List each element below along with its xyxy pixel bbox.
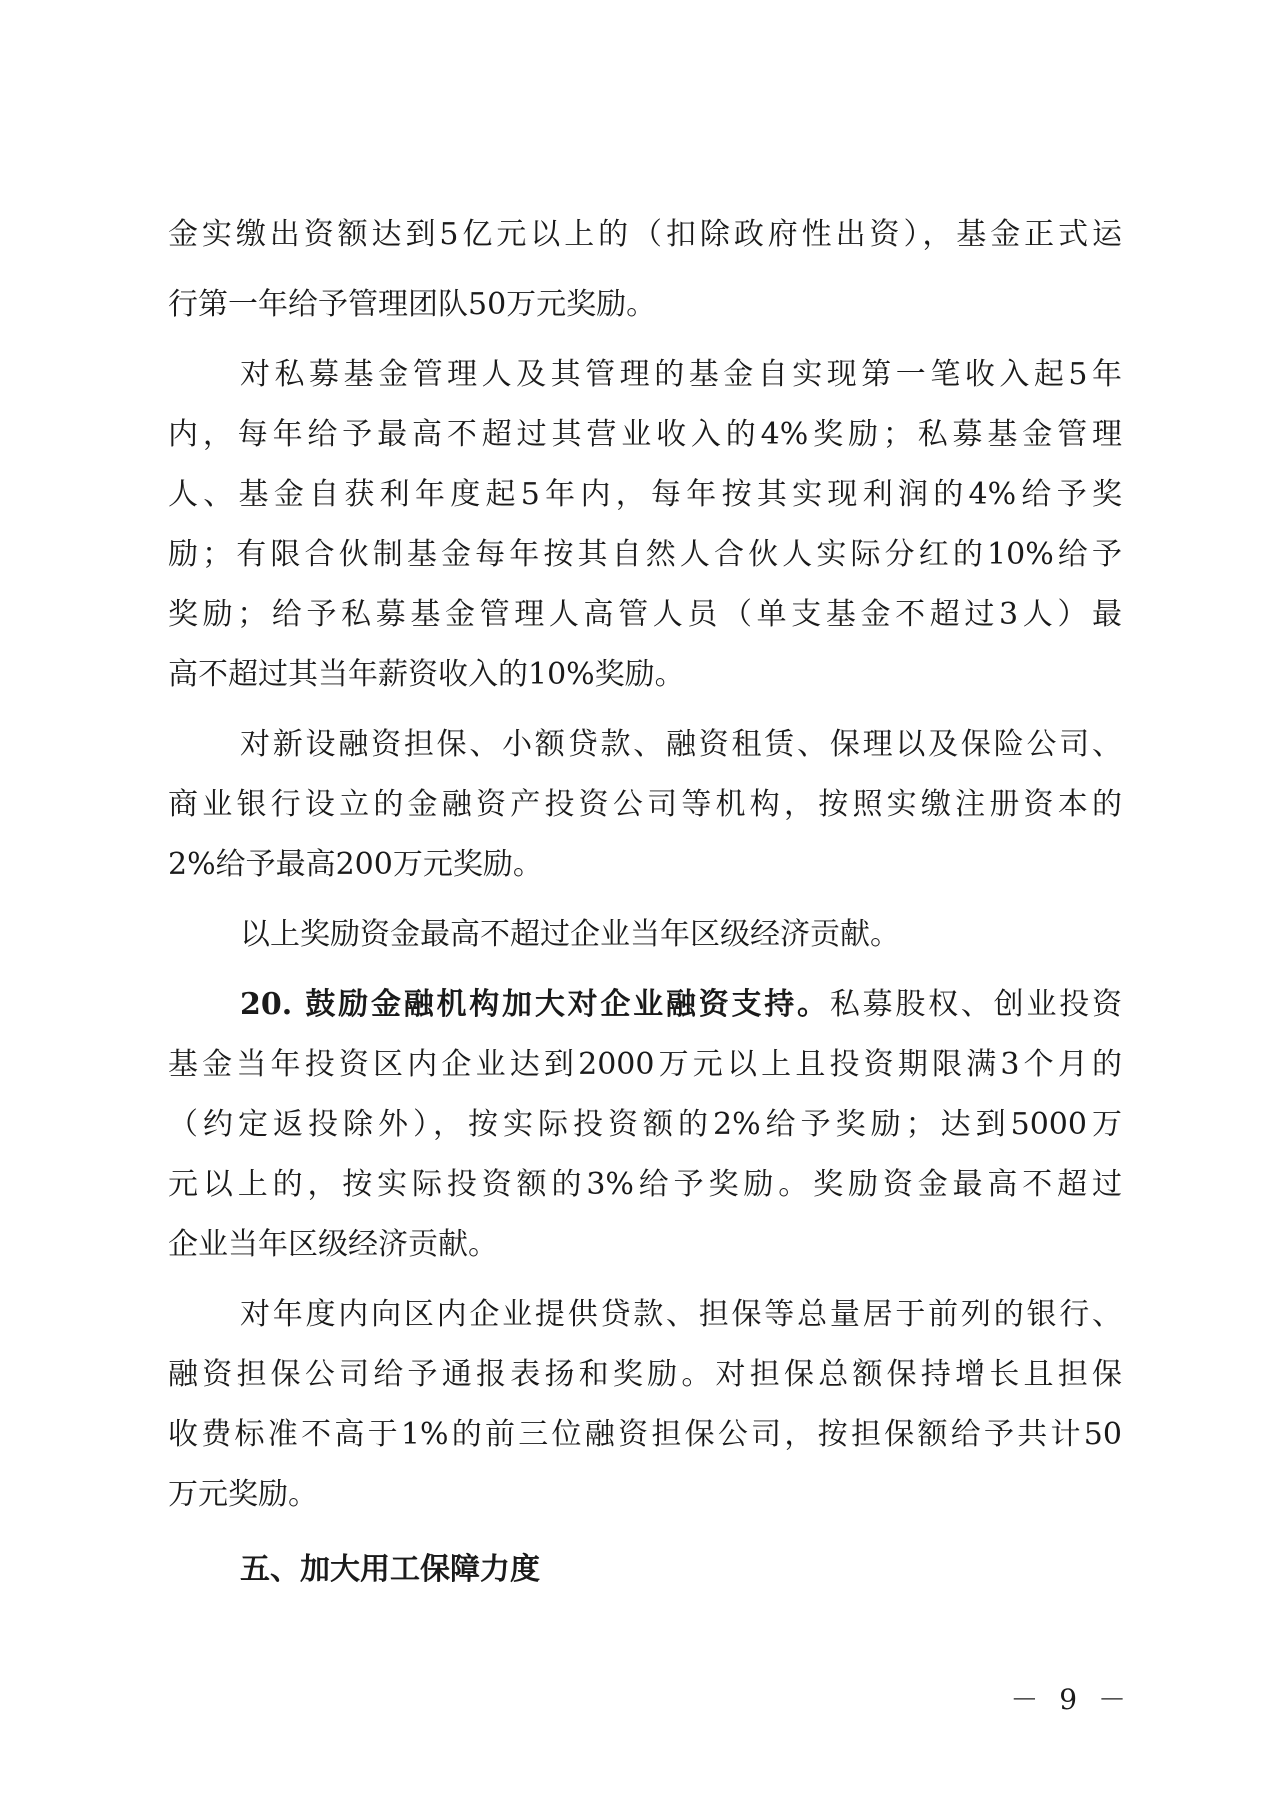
paragraph-line: 行第一年给予管理团队50万元奖励。 — [168, 287, 657, 322]
paragraph-line: 对私募基金管理人及其管理的基金自实现第一笔收入起5年 — [240, 357, 1122, 392]
page-number: － 9 － — [1010, 1683, 1132, 1716]
paragraph-line: 收费标准不高于1%的前三位融资担保公司，按担保额给予共计50 — [168, 1417, 1122, 1452]
paragraph-line: 高不超过其当年薪资收入的10%奖励。 — [168, 657, 685, 692]
paragraph-line: 金实缴出资额达到5亿元以上的（扣除政府性出资），基金正式运 — [168, 217, 1122, 252]
paragraph-line: 对年度内向区内企业提供贷款、担保等总量居于前列的银行、 — [240, 1297, 1122, 1332]
paragraph-line: 励；有限合伙制基金每年按其自然人合伙人实际分红的10%给予 — [168, 537, 1122, 572]
paragraph-line: 企业当年区级经济贡献。 — [168, 1227, 498, 1262]
paragraph-line: 奖励；给予私募基金管理人高管人员（单支基金不超过3人）最 — [168, 597, 1122, 632]
paragraph-line: 万元奖励。 — [168, 1477, 318, 1512]
article-lead: 20. 鼓励金融机构加大对企业融资支持。 — [240, 987, 830, 1022]
paragraph-line: 融资担保公司给予通报表扬和奖励。对担保总额保持增长且担保 — [168, 1357, 1122, 1392]
paragraph-line: 内，每年给予最高不超过其营业收入的4%奖励；私募基金管理 — [168, 417, 1122, 452]
paragraph-line — [240, 975, 1122, 1035]
paragraph-line: （约定返投除外），按实际投资额的2%给予奖励；达到5000万 — [168, 1107, 1122, 1142]
paragraph-line: 基金当年投资区内企业达到2000万元以上且投资期限满3个月的 — [168, 1047, 1122, 1082]
paragraph-line: 元以上的，按实际投资额的3%给予奖励。奖励资金最高不超过 — [168, 1167, 1122, 1202]
article-text: 私募股权、创业投资 — [829, 987, 1123, 1022]
paragraph-line: 人、基金自获利年度起5年内，每年按其实现利润的4%给予奖 — [168, 477, 1122, 512]
section-heading: 五、加大用工保障力度 — [240, 1552, 540, 1587]
paragraph-line: 以上奖励资金最高不超过企业当年区级经济贡献。 — [240, 917, 900, 952]
paragraph-line: 商业银行设立的金融资产投资公司等机构，按照实缴注册资本的 — [168, 787, 1122, 822]
paragraph-line: 对新设融资担保、小额贷款、融资租赁、保理以及保险公司、 — [240, 727, 1122, 762]
paragraph-line: 2%给予最高200万元奖励。 — [168, 847, 543, 882]
